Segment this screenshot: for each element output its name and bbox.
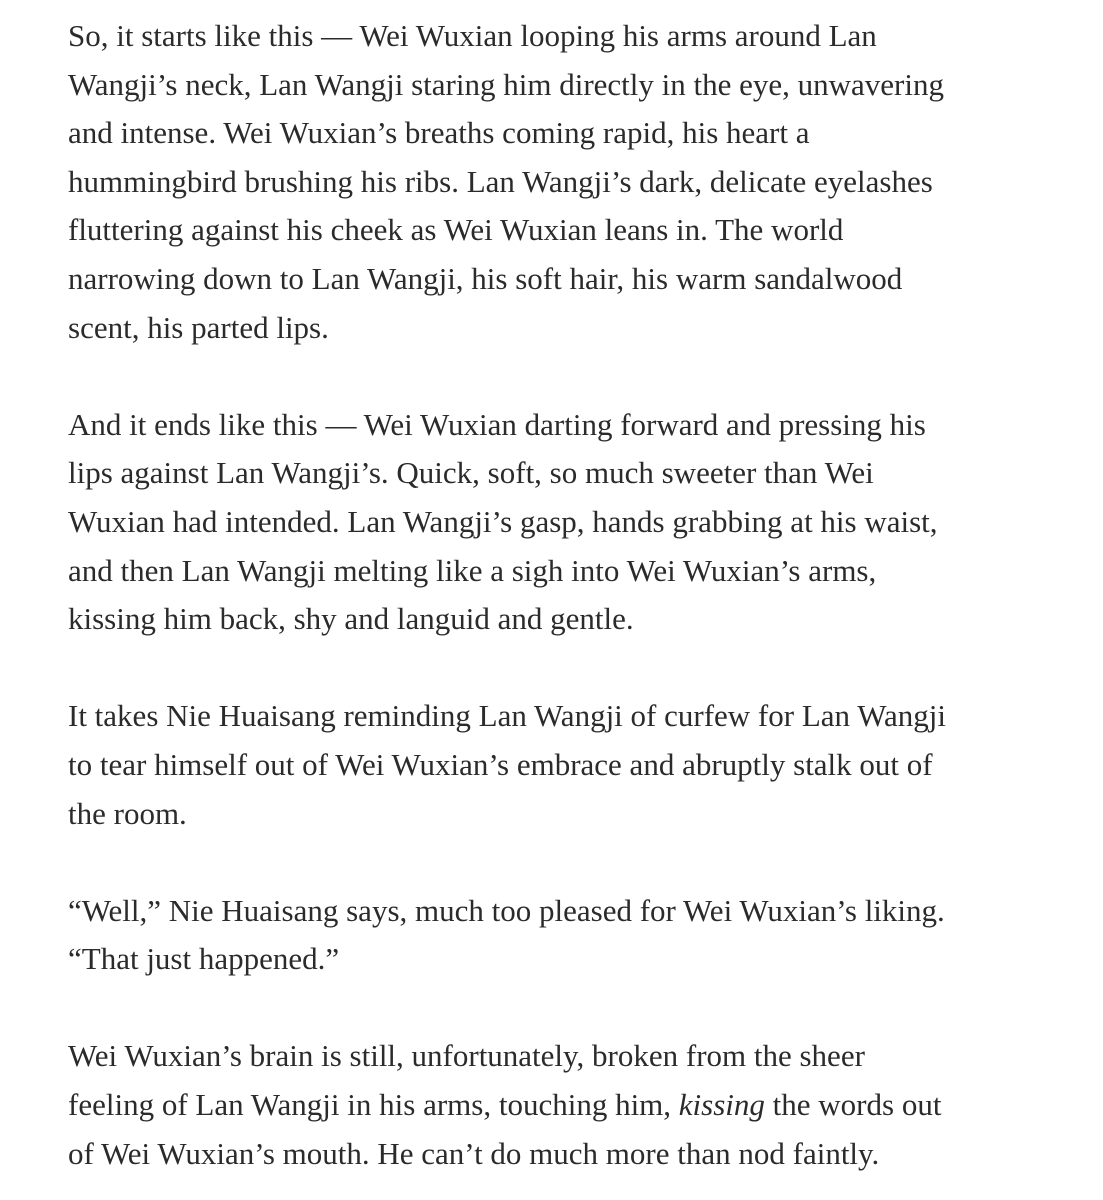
emphasized-word: kissing [678, 1087, 765, 1123]
text-line: hummingbird brushing his ribs. Lan Wangji’s dark, delicate eyelashes [68, 163, 933, 199]
text-line: and intense. Wei Wuxian’s breaths coming rapid, his heart a [68, 115, 810, 151]
text-line: It takes Nie Huaisang reminding Lan Wangji of curfew for Lan Wangji [68, 698, 946, 734]
text-line: scent, his parted lips. [68, 309, 329, 345]
text-line: Wangji’s neck, Lan Wangji staring him directly in the eye, unwavering [68, 66, 944, 102]
text-line: to tear himself out of Wei Wuxian’s embrace and abruptly stalk out of [68, 746, 933, 782]
text-line: lips against Lan Wangji’s. Quick, soft, so much sweeter than Wei [68, 455, 874, 491]
text-line: “Well,” Nie Huaisang says, much too pleased for Wei Wuxian’s liking. [68, 892, 945, 928]
text-line: kissing him back, shy and languid and gentle. [68, 601, 634, 637]
text-segment: feeling of Lan Wangji in his arms, touching him, [68, 1087, 679, 1123]
paragraph-1 [68, 12, 1063, 352]
text-segment: the words out [764, 1087, 942, 1123]
text-line: the room. [68, 795, 187, 831]
text-line: And it ends like this — Wei Wuxian darting forward and pressing his [68, 406, 926, 442]
text-line-with-emphasis [68, 1081, 1063, 1130]
text-line: Wuxian had intended. Lan Wangji’s gasp, hands grabbing at his waist, [68, 503, 938, 539]
text-line: of Wei Wuxian’s mouth. He can’t do much more than nod faintly. [68, 1135, 880, 1171]
paragraph-5 [68, 1032, 1063, 1178]
text-line: Wei Wuxian’s brain is still, unfortunately, broken from the sheer [68, 1038, 865, 1074]
text-line: fluttering against his cheek as Wei Wuxian leans in. The world [68, 212, 844, 248]
paragraph-2 [68, 401, 1063, 644]
text-line: “That just happened.” [68, 941, 340, 977]
text-line: narrowing down to Lan Wangji, his soft hair, his warm sandalwood [68, 260, 903, 296]
paragraph-4-dialogue [68, 887, 1063, 984]
paragraph-3 [68, 692, 1063, 838]
text-line: and then Lan Wangji melting like a sigh into Wei Wuxian’s arms, [68, 552, 877, 588]
text-line: So, it starts like this — Wei Wuxian looping his arms around Lan [68, 18, 877, 53]
